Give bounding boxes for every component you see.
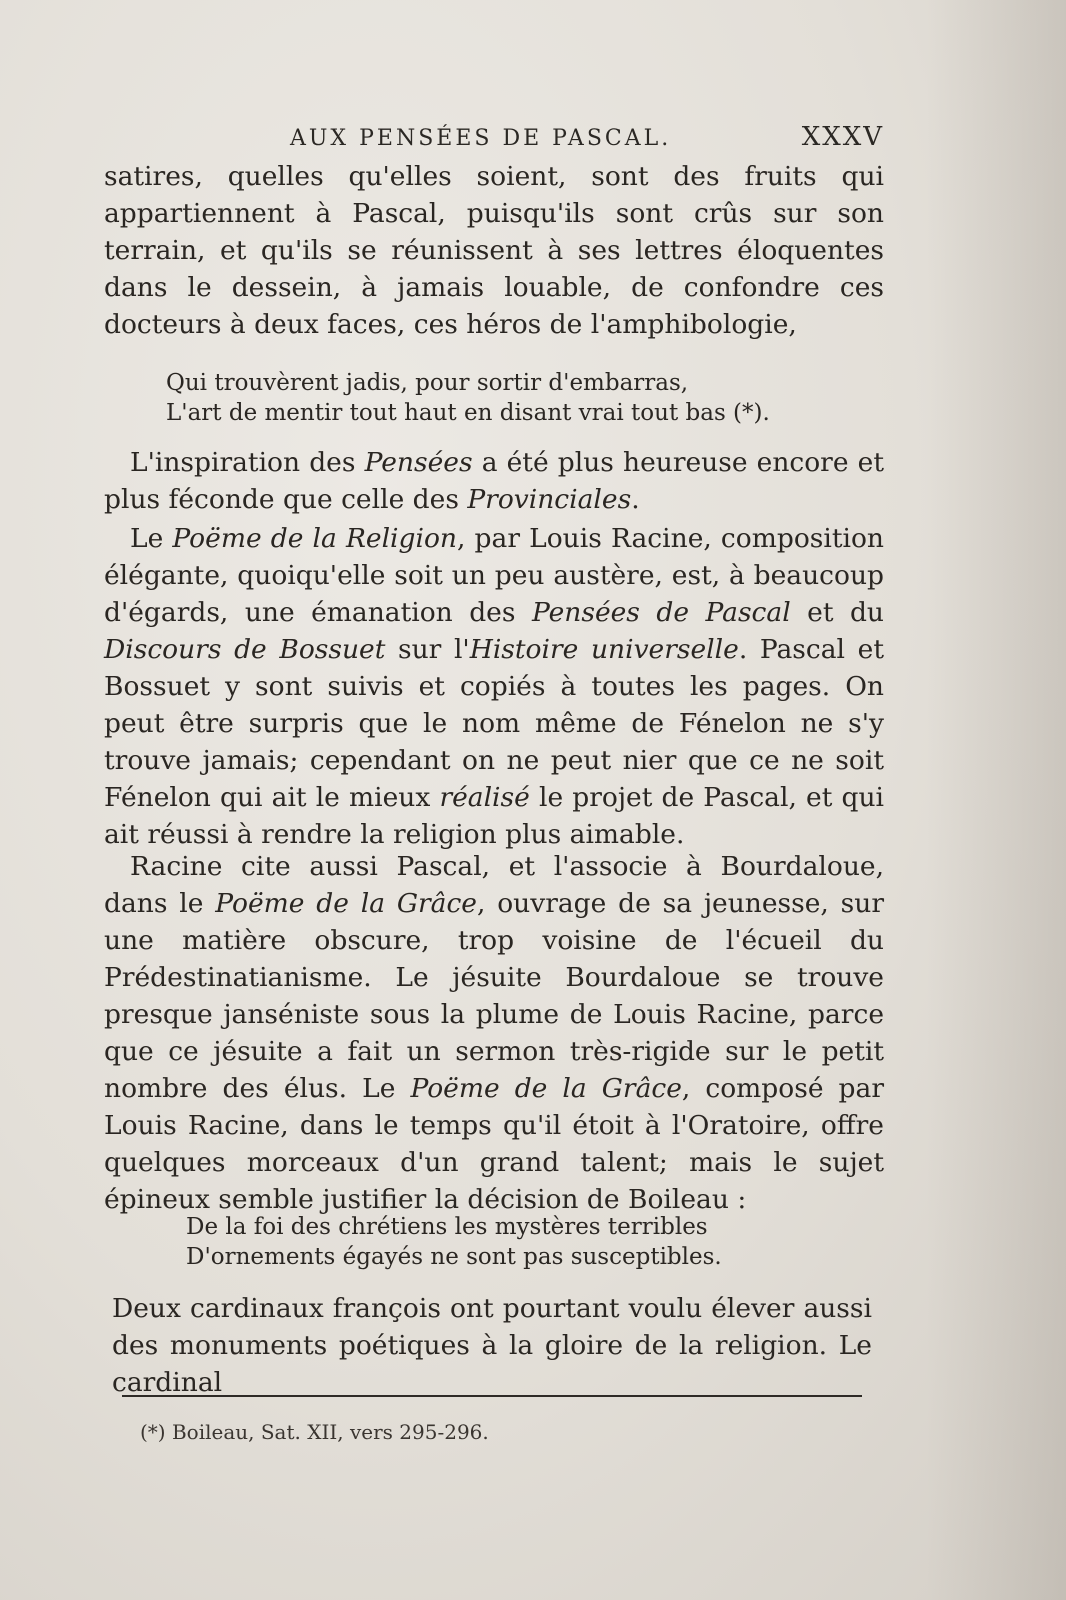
footnote: (*) Boileau, Sat. XII, vers 295-296.: [140, 1420, 489, 1444]
paragraph-5-text: Deux cardinaux françois ont pourtant voulu élever aussi des monuments poétiques à la gloire de la religion. Le cardinal: [112, 1293, 872, 1398]
paragraph-5: [112, 1290, 872, 1401]
paragraph-4: [104, 848, 884, 1218]
verse-1-line-1: Qui trouvèrent jadis, pour sortir d'embarras,: [166, 370, 689, 396]
page-number: XXXV: [801, 122, 884, 152]
paragraph-1: [104, 158, 884, 343]
paragraph-3: [104, 520, 884, 853]
running-header: [290, 118, 890, 154]
paragraph-4-text: Racine cite aussi Pascal, et l'associe à Bourdaloue, dans le Poëme de la Grâce, ouvrage de sa jeunesse, sur une matière obscure, trop voisine de l'écueil du Prédestinatianisme. Le jésuite Bourdaloue se trouve presque janséniste sous la plume de Louis Racine, parce que ce jésuite a fait un sermon très-rigide sur le petit nombre des élus. Le Poëme de la Grâce, composé par Louis Racine, dans le temps qu'il étoit à l'Oratoire, offre quelques morceaux d'un grand talent; mais le sujet épineux semble justifier la décision de Boileau :: [104, 851, 885, 1215]
verse-quote-1: [166, 368, 770, 428]
verse-quote-2: [186, 1212, 722, 1272]
paragraph-2-text: L'inspiration des Pensées a été plus heureuse encore et plus féconde que celle des Provinciales.: [104, 447, 884, 515]
paragraph-2: [104, 444, 884, 518]
running-title: AUX PENSÉES DE PASCAL.: [290, 126, 672, 151]
paragraph-3-text: Le Poëme de la Religion, par Louis Racine, composition élégante, quoiqu'elle soit un peu austère, est, à beaucoup d'égards, une émanation des Pensées de Pascal et du Discours de Bossuet sur l'Histoire universelle. Pascal et Bossuet y sont suivis et copiés à toutes les pages. On peut être surpris que le nom même de Fénelon ne s'y trouve jamais; cependant on ne peut nier que ce ne soit Fénelon qui ait le mieux réalisé le projet de Pascal, et qui ait réussi à rendre la religion plus aimable.: [104, 523, 884, 850]
verse-2-line-2: D'ornements égayés ne sont pas susceptibles.: [186, 1244, 722, 1270]
page-shadow: [926, 0, 1066, 1600]
verse-2-line-1: De la foi des chrétiens les mystères terribles: [186, 1214, 708, 1240]
footnote-rule: [122, 1395, 862, 1397]
verse-1-line-2: L'art de mentir tout haut en disant vrai tout bas (*).: [166, 400, 770, 426]
paragraph-1-text: satires, quelles qu'elles soient, sont des fruits qui appartiennent à Pascal, puisqu'ils sont crûs sur son terrain, et qu'ils se réunissent à ses lettres éloquentes dans le dessein, à jamais louable, de confondre ces docteurs à deux faces, ces héros de l'amphibologie,: [104, 161, 884, 340]
